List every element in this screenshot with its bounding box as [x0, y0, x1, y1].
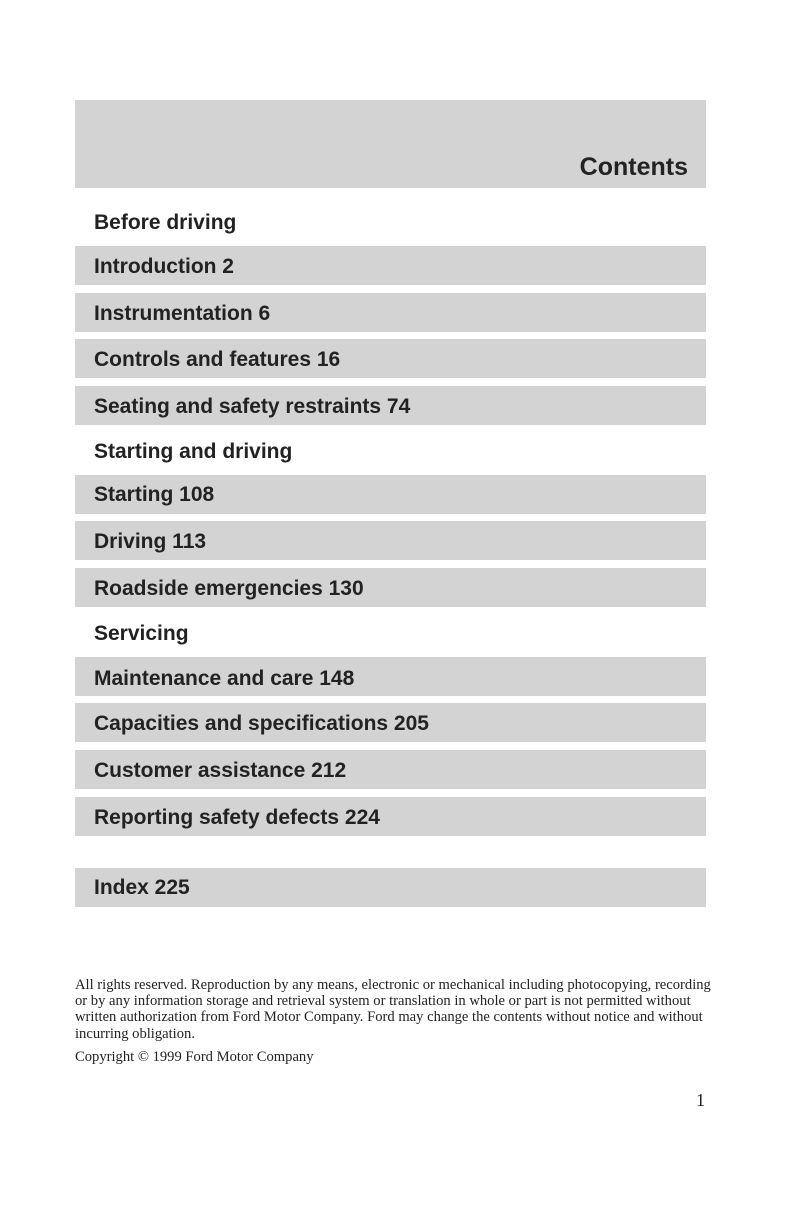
- section-heading-starting-and-driving: Starting and driving: [94, 440, 293, 463]
- toc-entry-label[interactable]: Instrumentation 6: [94, 302, 271, 325]
- toc-entry-label[interactable]: Starting 108: [94, 483, 215, 506]
- toc-entry-label[interactable]: Customer assistance 212: [94, 759, 347, 782]
- toc-entry-label[interactable]: Reporting safety defects 224: [94, 806, 380, 829]
- toc-entry-label[interactable]: Index 225: [94, 876, 190, 899]
- toc-entry-label[interactable]: Driving 113: [94, 530, 207, 553]
- section-heading-servicing: Servicing: [94, 622, 189, 645]
- copyright-notice: Copyright © 1999 Ford Motor Company: [75, 1049, 314, 1065]
- section-heading-before-driving: Before driving: [94, 211, 237, 234]
- toc-entry-label[interactable]: Introduction 2: [94, 255, 234, 278]
- page-number: 1: [696, 1090, 705, 1110]
- toc-entry-label[interactable]: Roadside emergencies 130: [94, 577, 364, 600]
- toc-entry-label[interactable]: Seating and safety restraints 74: [94, 395, 411, 418]
- toc-entry-label[interactable]: Maintenance and care 148: [94, 667, 355, 690]
- contents-header-band: [75, 100, 706, 188]
- legal-notice: All rights reserved. Reproduction by any means, electronic or mechanical including photocopying, recording or by any information storage and retrieval system or translation in whole or part is not permitted without written authorization from Ford Motor Company. Ford may change the contents without notice and without incurring obligation.: [75, 977, 711, 1042]
- page-title: Contents: [579, 153, 688, 181]
- toc-entry-label[interactable]: Controls and features 16: [94, 348, 341, 371]
- toc-entry-label[interactable]: Capacities and specifications 205: [94, 712, 429, 735]
